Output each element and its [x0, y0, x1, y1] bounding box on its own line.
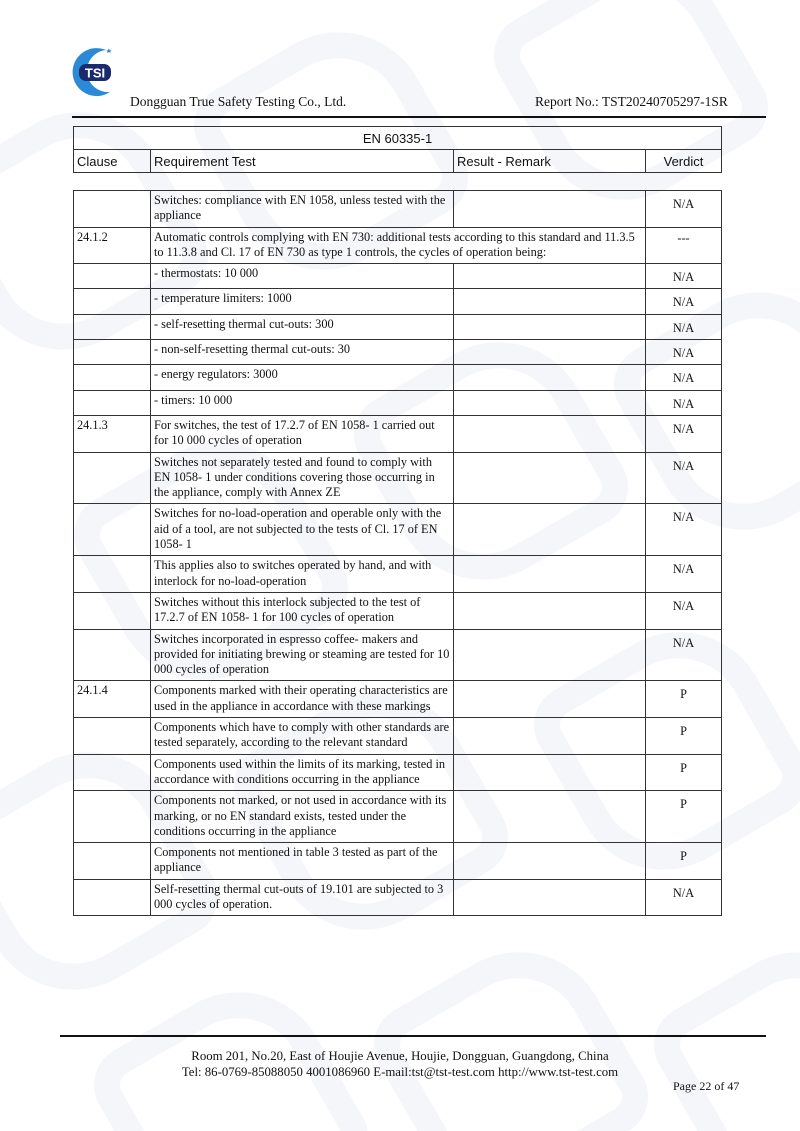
verdict-cell: N/A [646, 504, 722, 556]
clause-cell [74, 340, 151, 365]
table-row [74, 504, 722, 556]
svg-text:TSI: TSI [84, 65, 106, 81]
table-row [74, 754, 722, 791]
requirement-cell: - energy regulators: 3000 [151, 365, 454, 390]
clause-cell: 24.1.3 [74, 415, 151, 452]
clause-cell [74, 629, 151, 681]
table-row [74, 592, 722, 629]
table-header [73, 126, 722, 173]
remark-cell [454, 791, 646, 843]
requirement-cell: - non-self-resetting thermal cut-outs: 30 [151, 340, 454, 365]
verdict-cell: N/A [646, 415, 722, 452]
remark-cell [454, 592, 646, 629]
verdict-cell: N/A [646, 592, 722, 629]
requirement-cell: Switches incorporated in espresso coffee- makers and provided for initiating brewing or steaming are tested for 10 000 cycles of operation [151, 629, 454, 681]
verdict-cell: N/A [646, 191, 722, 228]
requirement-cell: This applies also to switches operated by hand, and with interlock for no-load-operation [151, 556, 454, 593]
remark-cell [454, 365, 646, 390]
verdict-cell: P [646, 843, 722, 880]
table-row [74, 629, 722, 681]
table-row [74, 415, 722, 452]
requirement-cell: For switches, the test of 17.2.7 of EN 1058- 1 carried out for 10 000 cycles of operation [151, 415, 454, 452]
requirement-cell: Components which have to comply with other standards are tested separately, according to the relevant standard [151, 718, 454, 755]
company-name: Dongguan True Safety Testing Co., Ltd. [130, 94, 347, 109]
tst-logo-icon [66, 44, 122, 100]
clause-cell [74, 879, 151, 916]
table-row [74, 314, 722, 339]
verdict-cell: N/A [646, 452, 722, 504]
table-row [74, 879, 722, 916]
clause-cell [74, 191, 151, 228]
verdict-cell: N/A [646, 629, 722, 681]
requirement-cell: Components used within the limits of its marking, tested in accordance with conditions occurring in the appliance [151, 754, 454, 791]
remark-cell [454, 718, 646, 755]
verdict-cell: N/A [646, 390, 722, 415]
table-row [74, 718, 722, 755]
clause-cell [74, 754, 151, 791]
requirement-cell: - self-resetting thermal cut-outs: 300 [151, 314, 454, 339]
remark-cell [454, 879, 646, 916]
verdict-cell: P [646, 791, 722, 843]
requirement-cell: Switches for no-load-operation and operable only with the aid of a tool, are not subjected to the tests of Cl. 17 of EN 1058- 1 [151, 504, 454, 556]
verdict-cell: N/A [646, 879, 722, 916]
remark-cell [454, 390, 646, 415]
remark-cell [454, 681, 646, 718]
page-number: Page 22 of 47 [673, 1079, 740, 1093]
requirement-cell: Components not mentioned in table 3 tested as part of the appliance [151, 843, 454, 880]
remark-cell [454, 504, 646, 556]
remark-cell [454, 289, 646, 314]
column-header-verdict: Verdict [646, 150, 722, 173]
requirement-cell: - timers: 10 000 [151, 390, 454, 415]
verdict-cell: N/A [646, 289, 722, 314]
clause-cell [74, 264, 151, 289]
requirement-cell: - temperature limiters: 1000 [151, 289, 454, 314]
clause-cell [74, 843, 151, 880]
requirement-cell: Components marked with their operating characteristics are used in the appliance in accordance with these markings [151, 681, 454, 718]
remark-cell [454, 556, 646, 593]
clause-cell [74, 452, 151, 504]
footer-contact: Tel: 86-0769-85088050 4001086960 E-mail:tst@tst-test.com http://www.tst-test.com [181, 1065, 619, 1079]
report-number: Report No.: TST20240705297-1SR [535, 94, 728, 109]
remark-cell [454, 843, 646, 880]
clause-cell [74, 718, 151, 755]
table-row [74, 791, 722, 843]
requirements-table [73, 190, 722, 916]
requirement-cell: Switches not separately tested and found to comply with EN 1058- 1 under conditions covering those occurring in the appliance, comply with Annex ZE [151, 452, 454, 504]
verdict-cell: --- [646, 227, 722, 264]
verdict-cell: N/A [646, 365, 722, 390]
table-row [74, 227, 722, 264]
clause-cell [74, 314, 151, 339]
remark-cell [454, 314, 646, 339]
table-row [74, 289, 722, 314]
table-row [74, 452, 722, 504]
remark-cell [454, 415, 646, 452]
requirement-cell: Switches: compliance with EN 1058, unless tested with the appliance [151, 191, 454, 228]
verdict-cell: N/A [646, 556, 722, 593]
header-divider [72, 116, 766, 118]
clause-cell [74, 504, 151, 556]
requirement-cell: Switches without this interlock subjected to the test of 17.2.7 of EN 1058- 1 for 100 cycles of operation [151, 592, 454, 629]
table-row [74, 681, 722, 718]
table-row [74, 390, 722, 415]
verdict-cell: N/A [646, 264, 722, 289]
clause-cell [74, 791, 151, 843]
clause-cell [74, 289, 151, 314]
remark-cell [454, 754, 646, 791]
clause-cell [74, 556, 151, 593]
standard-title: EN 60335-1 [74, 127, 722, 150]
column-header-remark: Result - Remark [454, 150, 646, 173]
remark-cell [454, 264, 646, 289]
table-row [74, 191, 722, 228]
verdict-cell: P [646, 718, 722, 755]
clause-cell: 24.1.2 [74, 227, 151, 264]
table-row [74, 264, 722, 289]
verdict-cell: P [646, 681, 722, 718]
requirement-cell: - thermostats: 10 000 [151, 264, 454, 289]
table-row [74, 365, 722, 390]
verdict-cell: N/A [646, 340, 722, 365]
verdict-cell: N/A [646, 314, 722, 339]
table-row [74, 843, 722, 880]
remark-cell [454, 340, 646, 365]
requirement-cell: Self-resetting thermal cut-outs of 19.101 are subjected to 3 000 cycles of operation. [151, 879, 454, 916]
clause-cell: 24.1.4 [74, 681, 151, 718]
remark-cell [454, 452, 646, 504]
verdict-cell: P [646, 754, 722, 791]
column-header-clause: Clause [74, 150, 151, 173]
requirement-cell: Automatic controls complying with EN 730: additional tests according to this standard and 11.3.5 to 11.3.8 and Cl. 17 of EN 730 as type 1 controls, the cycles of operation being: [151, 227, 646, 264]
clause-cell [74, 365, 151, 390]
remark-cell [454, 629, 646, 681]
table-row [74, 556, 722, 593]
clause-cell [74, 592, 151, 629]
requirement-cell: Components not marked, or not used in accordance with its marking, or no EN standard exists, tested under the conditions occurring in the appliance [151, 791, 454, 843]
footer-divider [60, 1035, 766, 1037]
table-row [74, 340, 722, 365]
column-header-requirement: Requirement Test [151, 150, 454, 173]
footer-address: Room 201, No.20, East of Houjie Avenue, Houjie, Dongguan, Guangdong, China [191, 1049, 609, 1063]
clause-cell [74, 390, 151, 415]
remark-cell [454, 191, 646, 228]
